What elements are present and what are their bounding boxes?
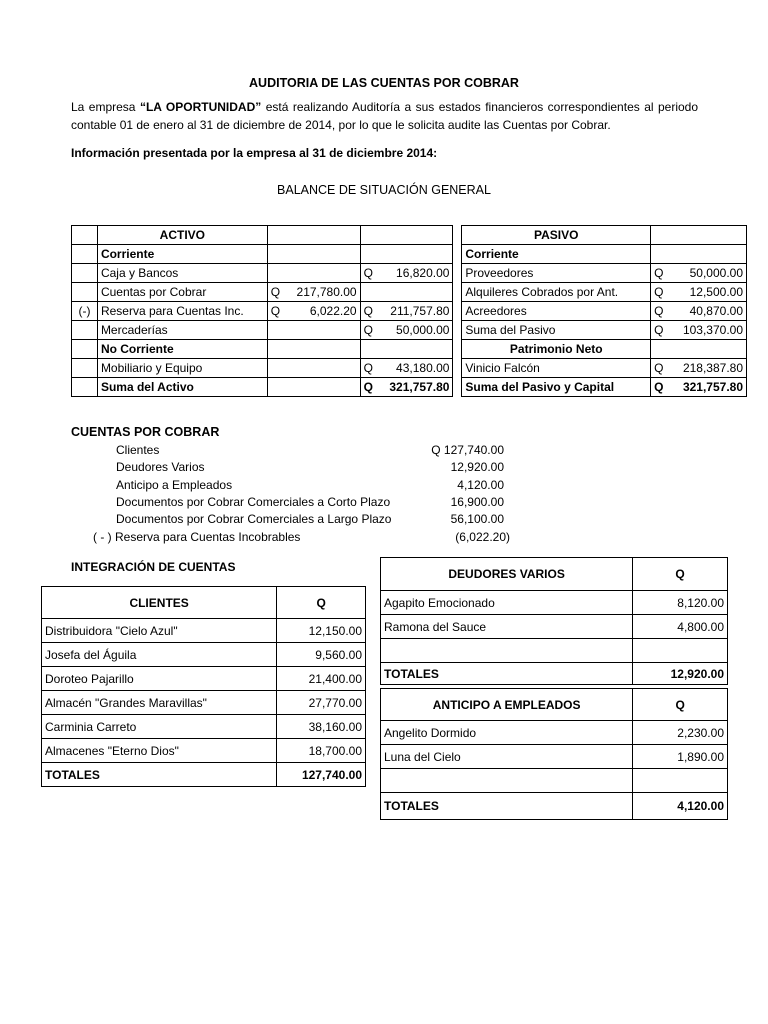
cxc-label: Anticipo a Empleados [116, 477, 233, 492]
activo-label: Cuentas por Cobrar [97, 283, 267, 302]
clientes-name: Doroteo Pajarillo [42, 667, 277, 691]
balance-row [72, 359, 747, 378]
pasivo-amount [651, 378, 747, 397]
activo-label: Suma del Activo [97, 378, 267, 397]
anticipo-total-label: TOTALES [381, 793, 633, 820]
activo-amount-b [360, 378, 453, 397]
clientes-total-row [42, 763, 366, 787]
cxc-value: 56,100.00 [450, 512, 504, 527]
anticipo-value: 2,230.00 [633, 721, 728, 745]
amount [364, 266, 450, 280]
deudores-blank-row [381, 639, 728, 663]
activo-amount-b [360, 283, 453, 302]
amount-value: 6,022.20 [309, 304, 357, 318]
info-line: Información presentada por la empresa al 31 de diciembre 2014: [71, 146, 438, 160]
pasivo-label: Acreedores [462, 302, 651, 321]
anticipo-header-row [381, 689, 728, 721]
clientes-row [42, 739, 366, 763]
anticipo-name: Luna del Cielo [381, 745, 633, 769]
currency-symbol: Q [363, 266, 373, 280]
amount-value: 321,757.80 [389, 380, 450, 394]
amount [271, 304, 357, 318]
amount-value: 40,870.00 [689, 304, 743, 318]
intro-part2: está realizando Auditoría a sus estados financieros correspondientes al periodo contable 01 de enero al 31 de diciembre de 2014, por lo que le solicita audite las Cuentas por Cobrar. [71, 100, 699, 132]
amount [364, 361, 450, 375]
amount [654, 304, 743, 318]
amount-value: 211,757.80 [390, 304, 450, 318]
pasivo-header: PASIVO [462, 226, 651, 245]
activo-label: Mobiliario y Equipo [97, 359, 267, 378]
amount [654, 285, 743, 299]
amount [364, 323, 450, 337]
currency-symbol: Q [363, 380, 373, 394]
amount-value: 12,500.00 [689, 285, 743, 299]
anticipo-blank-row [381, 769, 728, 793]
intro-part1: La empresa [71, 100, 140, 114]
currency-symbol: Q [654, 380, 664, 394]
activo-amount-a [267, 340, 360, 359]
activo-amount-b [360, 359, 453, 378]
activo-amount-a [267, 264, 360, 283]
currency-symbol: Q [654, 323, 664, 337]
anticipo-row [381, 721, 728, 745]
anticipo-row [381, 745, 728, 769]
currency-symbol: Q [654, 361, 664, 375]
pasivo-label: Alquileres Cobrados por Ant. [462, 283, 651, 302]
pasivo-label: Suma del Pasivo [462, 321, 651, 340]
row-prefix: (-) [72, 302, 98, 321]
clientes-name: Almacén "Grandes Maravillas" [42, 691, 277, 715]
activo-label: Mercaderías [97, 321, 267, 340]
deudores-header-row [381, 558, 728, 591]
pasivo-label: Suma del Pasivo y Capital [462, 378, 651, 397]
pasivo-amount [651, 245, 747, 264]
activo-amount-a [267, 302, 360, 321]
currency-symbol: Q [270, 304, 281, 318]
clientes-name: Distribuidora "Cielo Azul" [42, 619, 277, 643]
deudores-table [380, 557, 728, 685]
balance-row [72, 378, 747, 397]
amount-value: 217,780.00 [296, 285, 357, 299]
activo-label: Reserva para Cuentas Inc. [97, 302, 267, 321]
deudores-value: 8,120.00 [633, 591, 728, 615]
activo-label: Corriente [97, 245, 267, 264]
currency-symbol: Q [363, 304, 373, 318]
balance-header-row [72, 226, 747, 245]
cxc-row [116, 478, 516, 495]
activo-amount-a [267, 245, 360, 264]
activo-header: ACTIVO [97, 226, 267, 245]
activo-amount-b [360, 302, 453, 321]
row-prefix [72, 245, 98, 264]
activo-amount-a [267, 378, 360, 397]
amount-value: 50,000.00 [396, 323, 450, 337]
amount [654, 380, 743, 394]
row-prefix [72, 264, 98, 283]
deudores-row [381, 591, 728, 615]
activo-amount-b [360, 264, 453, 283]
pasivo-label: Vinicio Falcón [462, 359, 651, 378]
pasivo-amount [651, 321, 747, 340]
currency-symbol: Q [363, 323, 373, 337]
anticipo-q-header: Q [633, 689, 728, 721]
pasivo-amount [651, 283, 747, 302]
cxc-label: Documentos por Cobrar Comerciales a Corto Plazo [116, 494, 391, 509]
deudores-header: DEUDORES VARIOS [381, 558, 633, 591]
clientes-value: 18,700.00 [277, 739, 366, 763]
currency-symbol: Q [270, 285, 281, 299]
row-prefix [72, 283, 98, 302]
pasivo-amount [651, 340, 747, 359]
activo-amount-a [267, 283, 360, 302]
activo-amount-a [267, 359, 360, 378]
pasivo-label: Corriente [462, 245, 651, 264]
activo-amount-b [360, 340, 453, 359]
cxc-row [93, 530, 516, 547]
currency-symbol: Q [363, 361, 373, 375]
amount-value: 218,387.80 [682, 361, 743, 375]
balance-row [72, 340, 747, 359]
deudores-name: Agapito Emocionado [381, 591, 633, 615]
balance-table [71, 225, 747, 397]
cxc-value: 16,900.00 [450, 494, 504, 509]
cxc-row [116, 443, 516, 460]
clientes-header-row [42, 587, 366, 619]
anticipo-total-row [381, 793, 728, 820]
cxc-row [116, 512, 516, 529]
clientes-row [42, 643, 366, 667]
currency-symbol: Q [654, 266, 664, 280]
deudores-total-label: TOTALES [381, 663, 633, 685]
anticipo-name: Angelito Dormido [381, 721, 633, 745]
pasivo-label: Patrimonio Neto [462, 340, 651, 359]
cxc-value: 12,920.00 [450, 460, 504, 475]
clientes-value: 21,400.00 [277, 667, 366, 691]
pasivo-amount [651, 359, 747, 378]
row-prefix [72, 359, 98, 378]
clientes-value: 38,160.00 [277, 715, 366, 739]
balance-title: BALANCE DE SITUACIÓN GENERAL [277, 183, 491, 197]
cxc-value: Q 127,740.00 [431, 443, 504, 457]
currency-symbol: Q [654, 285, 664, 299]
amount [654, 323, 743, 337]
amount [364, 380, 450, 394]
clientes-value: 9,560.00 [277, 643, 366, 667]
intro-paragraph [71, 98, 698, 134]
cxc-heading: CUENTAS POR COBRAR [71, 425, 220, 439]
activo-amount-b [360, 321, 453, 340]
cxc-label: Clientes [116, 443, 160, 457]
clientes-total-label: TOTALES [42, 763, 277, 787]
balance-row [72, 283, 747, 302]
amount-value: 43,180.00 [396, 361, 450, 375]
clientes-name: Josefa del Águila [42, 643, 277, 667]
cxc-label: Documentos por Cobrar Comerciales a Largo Plazo [116, 512, 392, 527]
deudores-q-header: Q [633, 558, 728, 591]
page-title: AUDITORIA DE LAS CUENTAS POR COBRAR [249, 76, 519, 90]
anticipo-total-value: 4,120.00 [633, 793, 728, 820]
amount-value: 321,757.80 [682, 380, 743, 394]
cxc-value: (6,022.20) [455, 529, 510, 544]
amount-value: 103,370.00 [682, 323, 743, 337]
amount-value: 50,000.00 [689, 266, 743, 280]
clientes-value: 12,150.00 [277, 619, 366, 643]
pasivo-amount [651, 264, 747, 283]
balance-row [72, 264, 747, 283]
clientes-header: CLIENTES [42, 587, 277, 619]
amount [654, 361, 743, 375]
cxc-value: 4,120.00 [457, 477, 504, 492]
activo-label: Caja y Bancos [97, 264, 267, 283]
clientes-value: 27,770.00 [277, 691, 366, 715]
cxc-label: Deudores Varios [116, 460, 205, 475]
clientes-name: Carminia Carreto [42, 715, 277, 739]
clientes-row [42, 667, 366, 691]
deudores-name: Ramona del Sauce [381, 615, 633, 639]
company-name: “LA OPORTUNIDAD” [139, 100, 262, 114]
activo-amount-a [267, 321, 360, 340]
amount-value: 16,820.00 [396, 266, 450, 280]
clientes-name: Almacenes "Eterno Dios" [42, 739, 277, 763]
balance-row [72, 245, 747, 264]
deudores-total-value: 12,920.00 [633, 663, 728, 685]
anticipo-header: ANTICIPO A EMPLEADOS [381, 689, 633, 721]
balance-row [72, 321, 747, 340]
activo-label: No Corriente [97, 340, 267, 359]
balance-row [72, 302, 747, 321]
row-prefix [72, 340, 98, 359]
integracion-heading: INTEGRACIÓN DE CUENTAS [71, 560, 236, 574]
deudores-value: 4,800.00 [633, 615, 728, 639]
clientes-row [42, 715, 366, 739]
pasivo-label: Proveedores [462, 264, 651, 283]
deudores-total-row [381, 663, 728, 685]
row-prefix [72, 378, 98, 397]
anticipo-value: 1,890.00 [633, 745, 728, 769]
deudores-row [381, 615, 728, 639]
amount [364, 304, 450, 318]
pasivo-amount [651, 302, 747, 321]
clientes-table [41, 586, 366, 787]
amount [654, 266, 743, 280]
clientes-q-header: Q [277, 587, 366, 619]
currency-symbol: Q [654, 304, 664, 318]
cxc-row [116, 495, 516, 512]
clientes-total-value: 127,740.00 [277, 763, 366, 787]
amount [271, 285, 357, 299]
activo-amount-b [360, 245, 453, 264]
row-prefix [72, 321, 98, 340]
cxc-row [116, 460, 516, 477]
clientes-row [42, 619, 366, 643]
anticipo-table [380, 688, 728, 820]
clientes-row [42, 691, 366, 715]
cxc-label: ( - ) Reserva para Cuentas Incobrables [93, 529, 301, 544]
